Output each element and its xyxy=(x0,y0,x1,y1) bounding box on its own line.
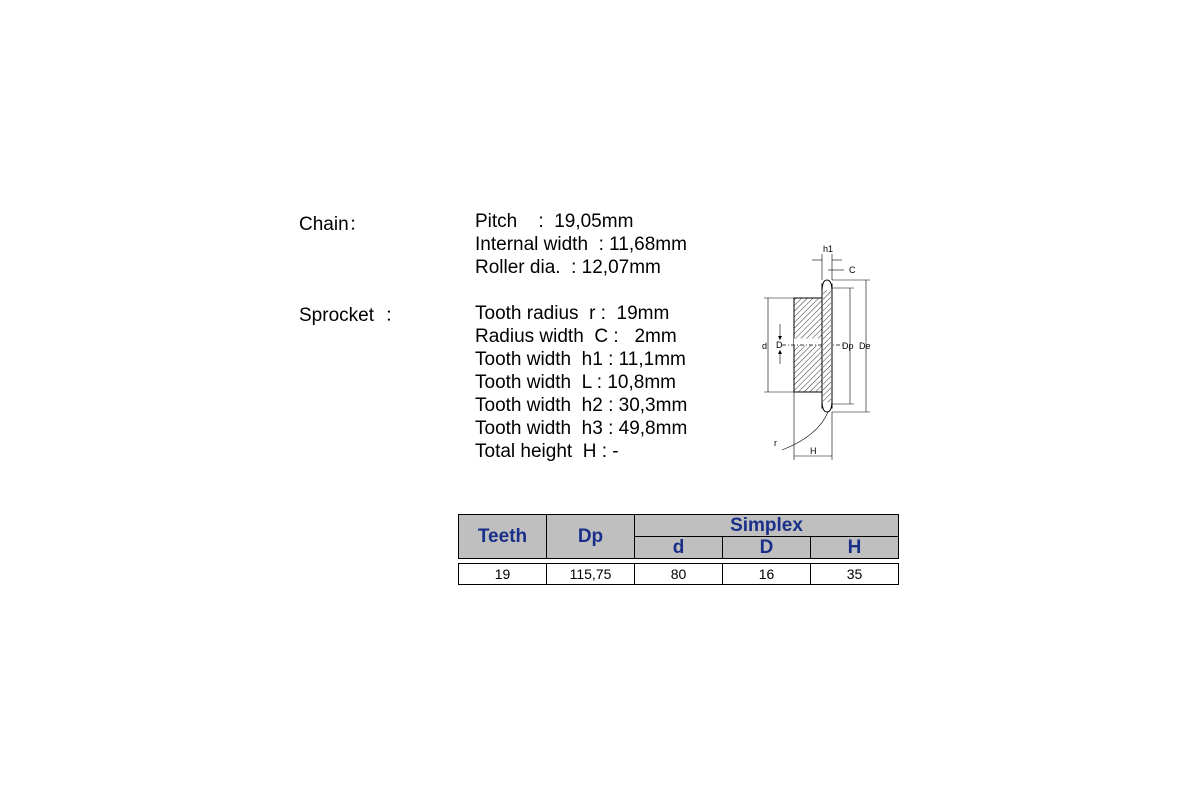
spec-table xyxy=(458,514,899,585)
label-r: r xyxy=(774,438,777,448)
header-simplex: Simplex xyxy=(635,515,899,537)
sprocket-label: Sprocket ： xyxy=(299,305,404,326)
header-dp: Dp xyxy=(547,515,635,559)
label-h1: h1 xyxy=(823,244,834,254)
cell-h: 35 xyxy=(811,564,899,585)
sprocket-tooth-width-l: Tooth width L : 10,8mm xyxy=(475,372,677,393)
sprocket-tooth-width-h1: Tooth width h1 : 11,1mm xyxy=(475,349,686,370)
cell-dp: 115,75 xyxy=(547,564,635,585)
subheader-d: d xyxy=(635,537,723,559)
cell-d: 80 xyxy=(635,564,723,585)
label-h: H xyxy=(810,446,817,456)
label-c: C xyxy=(849,265,856,275)
sprocket-radius-width: Radius width C : 2mm xyxy=(475,326,677,347)
label-de: De xyxy=(859,341,871,351)
label-d: d xyxy=(762,341,768,351)
sprocket-tooth-width-h2: Tooth width h2 : 30,3mm xyxy=(475,395,688,416)
table-row xyxy=(459,564,899,585)
label-bore-d: D xyxy=(776,340,783,350)
label-dp: Dp xyxy=(842,341,854,351)
sprocket-tooth-radius: Tooth radius r : 19mm xyxy=(475,303,670,324)
sprocket-total-height: Total height H : - xyxy=(475,441,619,462)
chain-pitch: Pitch : 19,05mm xyxy=(475,211,634,232)
header-teeth: Teeth xyxy=(459,515,547,559)
chain-internal-width: Internal width : 11,68mm xyxy=(475,234,687,255)
cell-teeth: 19 xyxy=(459,564,547,585)
chain-label: Chain： xyxy=(299,214,368,235)
subheader-h: H xyxy=(811,537,899,559)
sprocket-drawing xyxy=(752,240,892,465)
chain-roller-dia: Roller dia. : 12,07mm xyxy=(475,257,661,278)
subheader-bore-d: D xyxy=(723,537,811,559)
sprocket-tooth-width-h3: Tooth width h3 : 49,8mm xyxy=(475,418,688,439)
cell-bore-d: 16 xyxy=(723,564,811,585)
